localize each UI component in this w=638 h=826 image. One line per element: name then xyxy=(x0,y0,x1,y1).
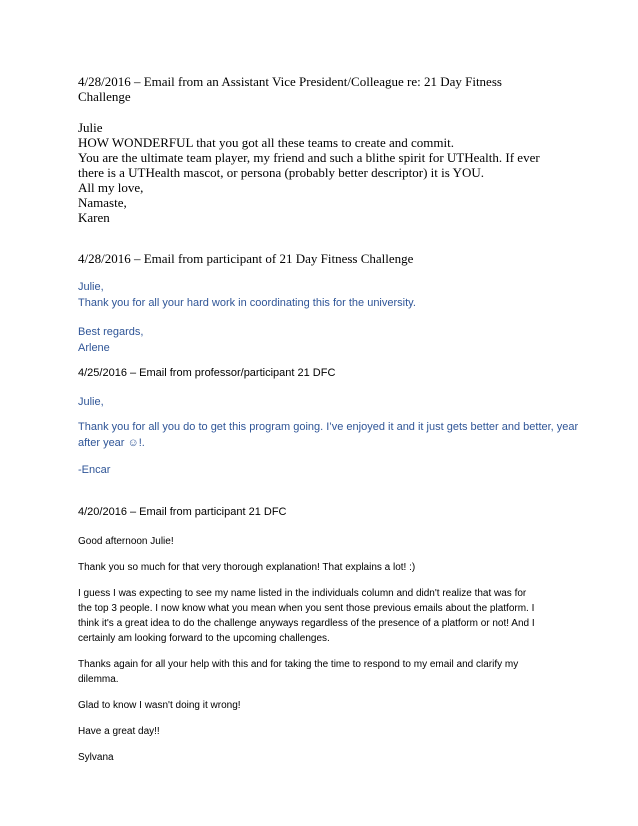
email-3-message-line-2: after year ☺!. xyxy=(78,437,145,449)
email-1-closing: All my love, xyxy=(78,180,144,195)
email-4-paragraph: I guess I was expecting to see my name listed in the individuals column and didn't realize that was for the top 3 people. I now know what you mean when you sent those previous emails about the platform. I think it's a great idea to do the challenge anyways regardless of the presence of a platform or not! And I certainly am looking forward to the upcoming challenges. xyxy=(78,588,535,644)
email-4-paragraph: Have a great day!! xyxy=(78,726,160,737)
email-1-heading-line-1: 4/28/2016 – Email from an Assistant Vice President/Colleague re: 21 Day Fitness xyxy=(78,74,502,89)
email-2-closing: Best regards, xyxy=(78,326,144,338)
email-1-heading xyxy=(78,74,578,104)
email-2-body xyxy=(78,281,578,355)
email-4-heading: 4/20/2016 – Email from participant 21 DFC xyxy=(78,506,287,518)
email-3-greeting: Julie, xyxy=(78,396,104,408)
email-3-message-line-1: Thank you for all you do to get this program going. I’ve enjoyed it and it just gets better and better, year xyxy=(78,421,579,433)
email-1-signature: Karen xyxy=(78,210,110,225)
email-1-closing: Namaste, xyxy=(78,195,127,210)
email-1-line: You are the ultimate team player, my friend and such a blithe spirit for UTHealth. If ever xyxy=(78,150,540,165)
email-2-heading: 4/28/2016 – Email from participant of 21 Day Fitness Challenge xyxy=(78,251,414,266)
email-4-paragraph: Glad to know I wasn't doing it wrong! xyxy=(78,700,241,711)
email-4-body xyxy=(78,534,578,765)
email-4-paragraph: Thank you so much for that very thorough explanation! That explains a lot! :) xyxy=(78,562,416,573)
email-3-body xyxy=(78,396,578,477)
email-1-body xyxy=(78,120,578,225)
email-4-signature: Sylvana xyxy=(78,752,114,763)
email-3-signature: -Encar xyxy=(78,464,111,476)
email-1-line: there is a UTHealth mascot, or persona (probably better descriptor) it is YOU. xyxy=(78,165,485,180)
email-1-greeting: Julie xyxy=(78,120,103,135)
email-2-message: Thank you for all your hard work in coordinating this for the university. xyxy=(78,297,416,309)
email-2-greeting: Julie, xyxy=(78,281,104,293)
email-1-heading-line-2: Challenge xyxy=(78,89,131,104)
email-3-heading: 4/25/2016 – Email from professor/participant 21 DFC xyxy=(78,367,336,379)
email-4-paragraph: Thanks again for all your help with this and for taking the time to respond to my email and clarify my dilemma. xyxy=(78,659,519,685)
email-1-line: HOW WONDERFUL that you got all these teams to create and commit. xyxy=(78,135,454,150)
email-4-greeting: Good afternoon Julie! xyxy=(78,536,174,547)
email-2-signature: Arlene xyxy=(78,342,110,354)
